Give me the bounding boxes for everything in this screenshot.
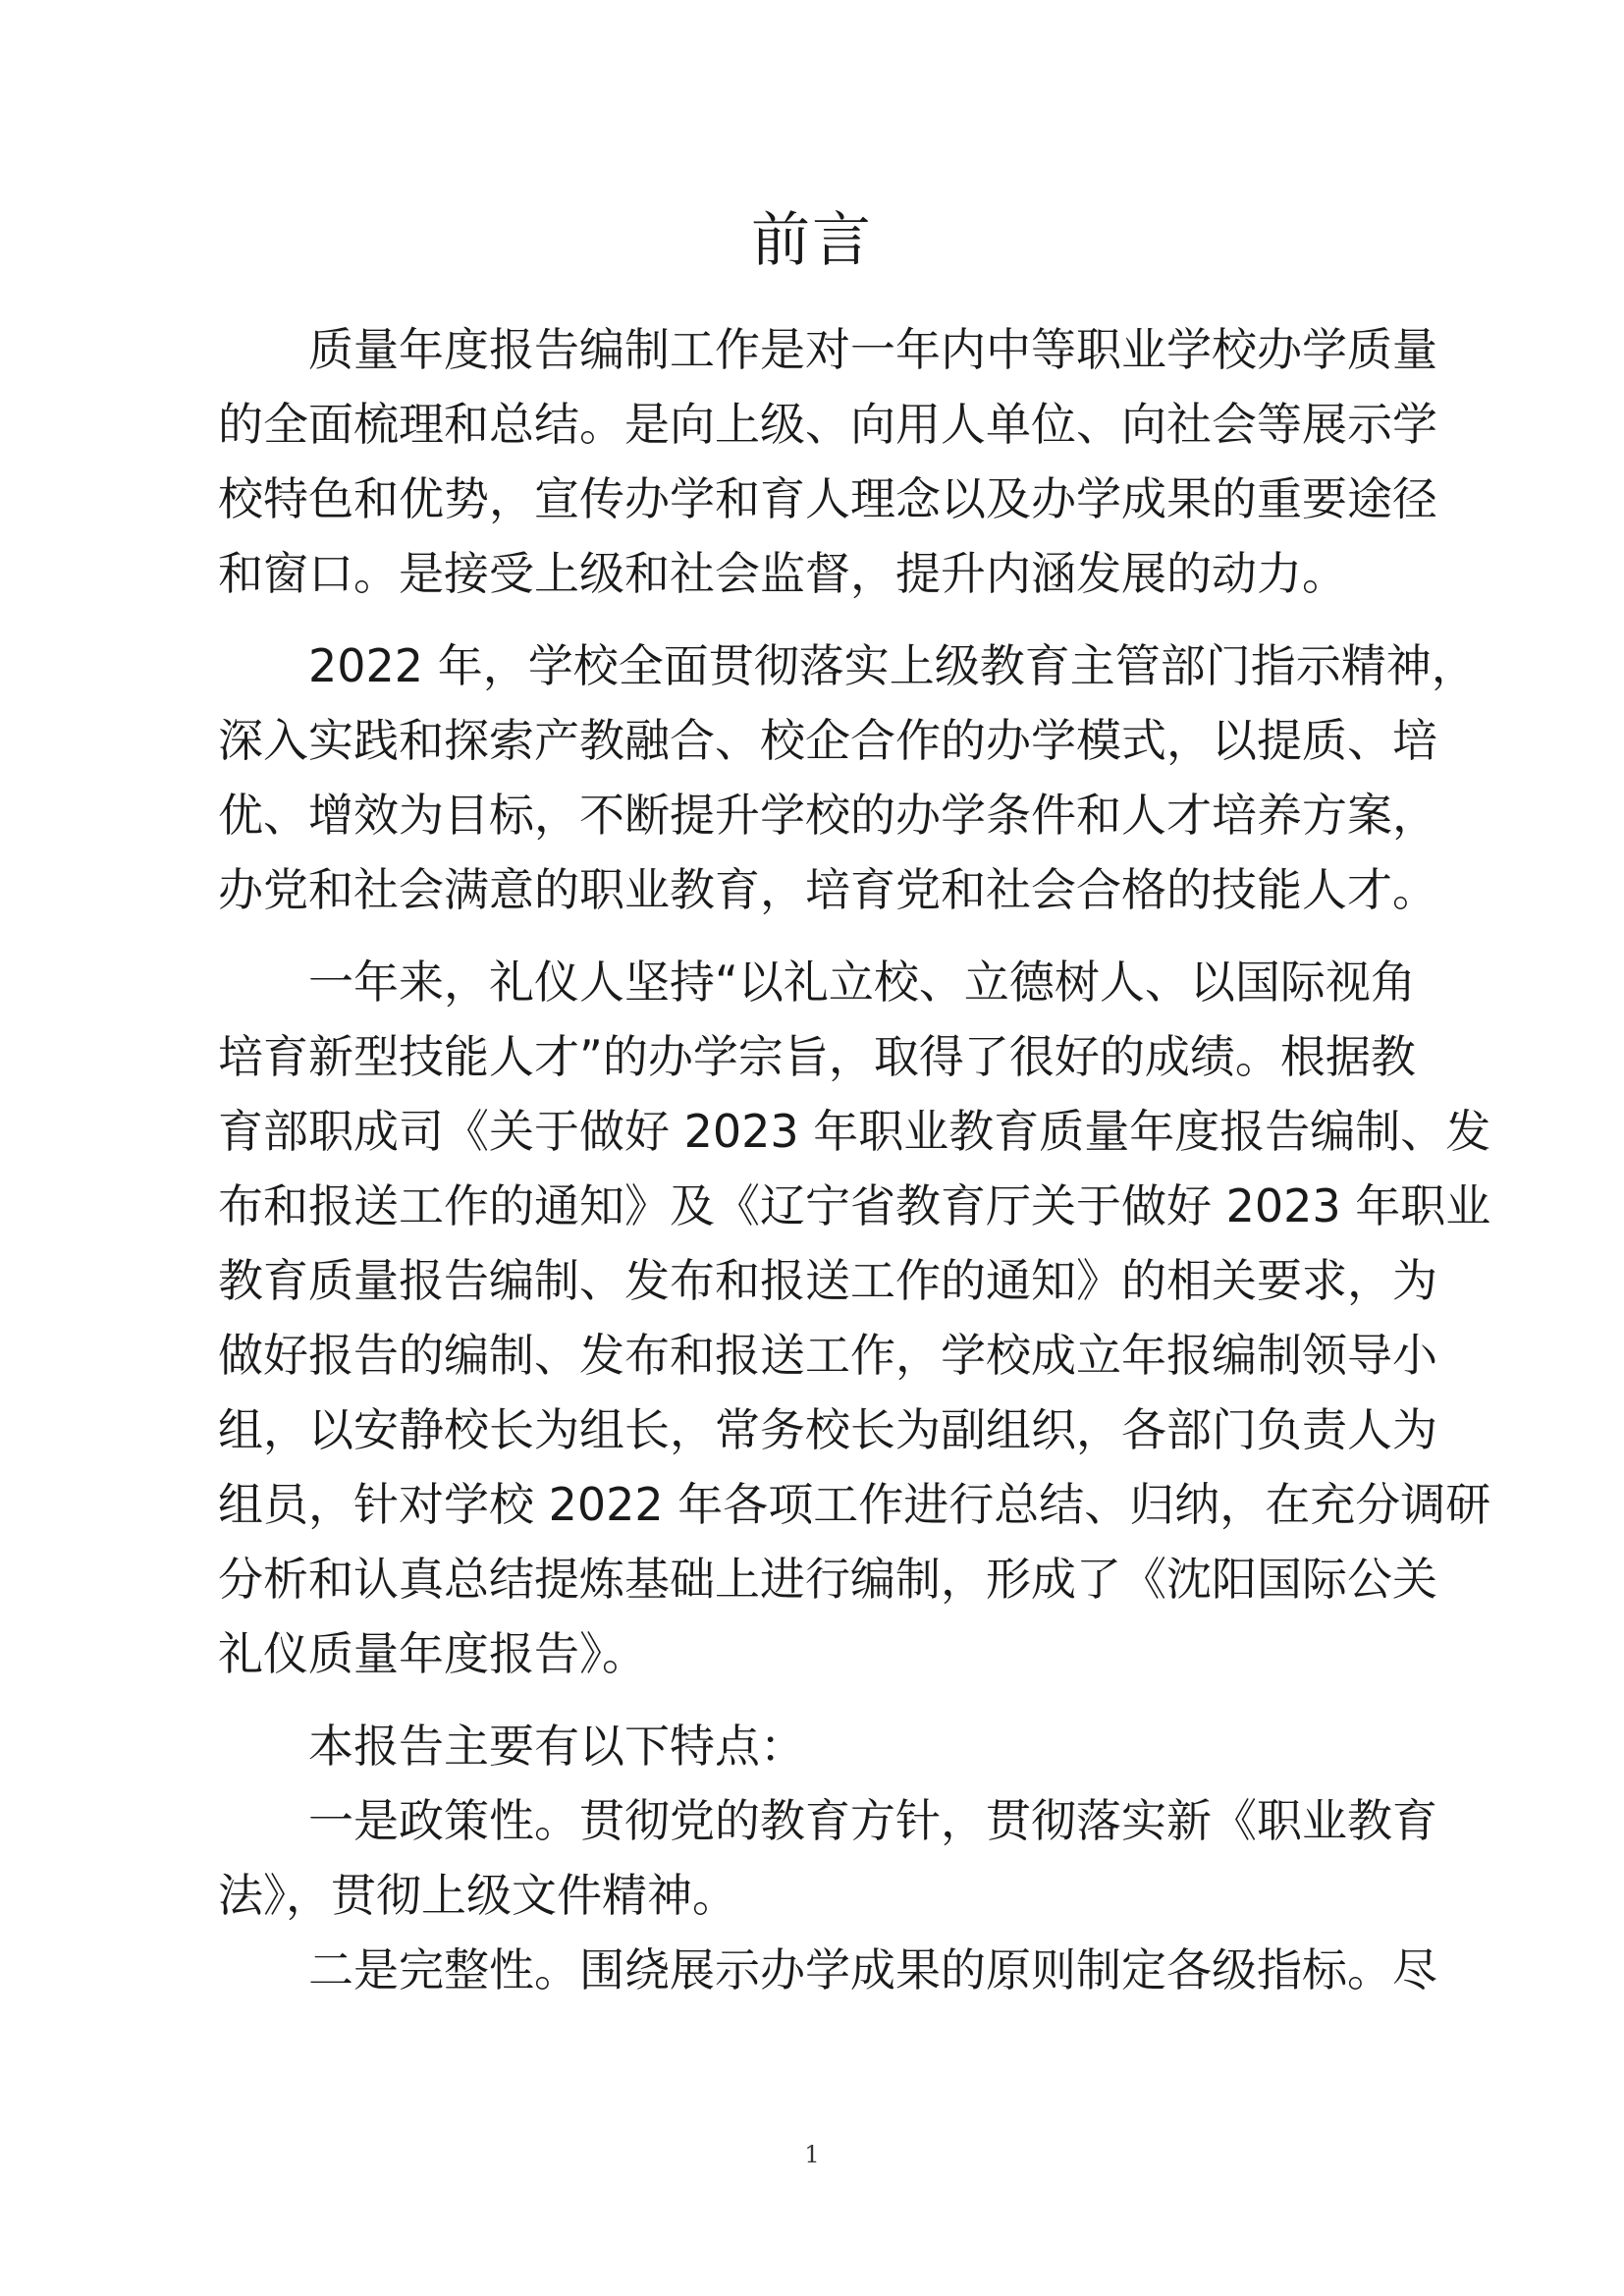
text-line: 和窗口。是接受上级和社会监督，提升内涵发展的动力。	[218, 547, 1347, 600]
paragraph-year-review	[218, 945, 1491, 1691]
text-line: 办党和社会满意的职业教育，培育党和社会合格的技能人才。	[218, 863, 1437, 916]
text-line: 质量年度报告编制工作是对一年内中等职业学校办学质量	[308, 323, 1437, 376]
text-line: 培育新型技能人才”的办学宗旨，取得了很好的成绩。根据教	[218, 1030, 1416, 1083]
text-line: 分析和认真总结提炼基础上进行编制，形成了《沈阳国际公关	[218, 1553, 1437, 1606]
text-line: 组，以安静校长为组长，常务校长为副组织，各部门负责人为	[218, 1403, 1437, 1456]
text-line: 本报告主要有以下特点：	[308, 1720, 805, 1773]
text-line: 深入实践和探索产教融合、校企合作的办学模式，以提质、培	[218, 714, 1437, 767]
paragraph-2022	[218, 629, 1477, 927]
text-line: 二是完整性。围绕展示办学成果的原则制定各级指标。尽	[308, 1943, 1437, 1996]
text-line: 的全面梳理和总结。是向上级、向用人单位、向社会等展示学	[218, 398, 1437, 451]
paragraph-feature-2	[218, 1933, 1445, 2007]
text-line: 礼仪质量年度报告》。	[218, 1627, 647, 1680]
text-line: 优、增效为目标，不断提升学校的办学条件和人才培养方案，	[218, 789, 1437, 842]
text-line: 做好报告的编制、发布和报送工作，学校成立年报编制领导小	[218, 1329, 1437, 1382]
text-line: 组员，针对学校 2022 年各项工作进行总结、归纳，在充分调研	[218, 1478, 1491, 1531]
text-line: 校特色和优势，宣传办学和育人理念以及办学成果的重要途径	[218, 472, 1437, 525]
text-line: 教育质量报告编制、发布和报送工作的通知》的相关要求，为	[218, 1254, 1437, 1307]
paragraph-intro	[218, 312, 1445, 611]
paragraph-features-intro	[218, 1709, 1445, 1783]
paragraph-feature-1	[218, 1783, 1445, 1933]
text-line: 法》，贯彻上级文件精神。	[218, 1869, 737, 1922]
page-number: 1	[804, 2141, 820, 2168]
text-line: 2022 年，学校全面贯彻落实上级教育主管部门指示精神，	[308, 639, 1477, 692]
text-line: 布和报送工作的通知》及《辽宁省教育厅关于做好 2023 年职业	[218, 1179, 1491, 1232]
text-line: 育部职成司《关于做好 2023 年职业教育质量年度报告编制、发	[218, 1105, 1491, 1158]
text-line: 一年来，礼仪人坚持“以礼立校、立德树人、以国际视角	[308, 956, 1416, 1009]
body-text	[218, 312, 1491, 2007]
page-title: 前言	[751, 206, 873, 275]
text-line: 一是政策性。贯彻党的教育方针，贯彻落实新《职业教育	[308, 1794, 1437, 1847]
